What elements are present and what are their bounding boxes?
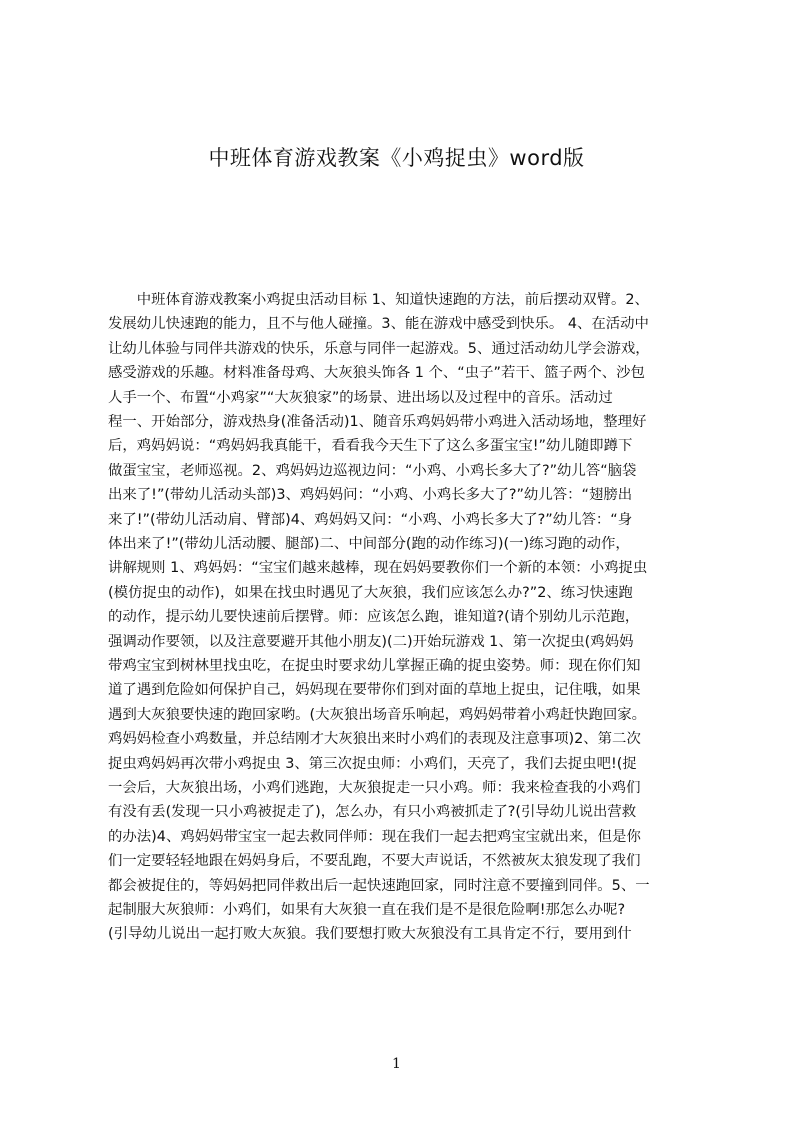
body-line: 都会被捉住的，等妈妈把同伴救出后一起快速跑回家，同时注意不要撞到同伴。5、一 bbox=[108, 877, 650, 894]
body-line: 人手一个、布置“小鸡家”“大灰狼家”的场景、进出场以及过程中的音乐。活动过 bbox=[108, 389, 613, 406]
body-line: 一会后，大灰狼出场，小鸡们逃跑，大灰狼捉走一只小鸡。师：我来检查我的小鸡们 bbox=[108, 780, 641, 796]
body-line: 遇到大灰狼要快速的跑回家哟。(大灰狼出场音乐响起，鸡妈妈带着小鸡赶快跑回家。 bbox=[108, 706, 647, 723]
body-line: 的办法)4、鸡妈妈带宝宝一起去救同伴师：现在我们一起去把鸡宝宝就出来，但是你 bbox=[108, 828, 641, 845]
body-line: 道了遇到危险如何保护自己，妈妈现在要带你们到对面的草地上捉虫，记住哦，如果 bbox=[108, 682, 641, 699]
body-line: 有没有丢(发现一只小鸡被捉走了)，怎么办，有只小鸡被抓走了?(引导幼儿说出营救 bbox=[108, 804, 637, 821]
body-line: 强调动作要领，以及注意要避开其他小朋友)(二)开始玩游戏 1、第一次捉虫(鸡妈妈 bbox=[108, 633, 634, 650]
body-line: 带鸡宝宝到树林里找虫吃，在捉虫时要求幼儿掌握正确的捉虫姿势。师：现在你们知 bbox=[108, 658, 641, 674]
body-line: 感受游戏的乐趣。材料准备母鸡、大灰狼头饰各 1 个、“虫子”若干、篮子两个、沙包 bbox=[108, 365, 645, 382]
body-line: 的动作，提示幼儿要快速前后摆臂。师：应该怎么跑，谁知道?(请个别幼儿示范跑， bbox=[108, 609, 640, 626]
body-line: 程一、开始部分，游戏热身(准备活动)1、随音乐鸡妈妈带小鸡进入活动场地，整理好 bbox=[108, 414, 647, 430]
body-line: 让幼儿体验与同伴共游戏的快乐，乐意与同伴一起游戏。5、通过活动幼儿学会游戏， bbox=[108, 340, 650, 357]
page-number: 1 bbox=[392, 1056, 401, 1072]
body-line: 体出来了!”(带幼儿活动腰、腿部)二、中间部分(跑的动作练习)(一)练习跑的动作， bbox=[108, 536, 630, 552]
body-line: (模仿捉虫的动作)，如果在找虫时遇见了大灰狼，我们应该怎么办?”2、练习快速跑 bbox=[108, 584, 633, 601]
body-line: 来了!”(带幼儿活动肩、臂部)4、鸡妈妈又问：“小鸡、小鸡长多大了?”幼儿答：“身 bbox=[108, 511, 633, 528]
body-line: 起制服大灰狼师：小鸡们，如果有大灰狼一直在我们是不是很危险啊!那怎么办呢? bbox=[108, 902, 626, 918]
body-line: 捉虫鸡妈妈再次带小鸡捉虫 3、第三次捉虫师：小鸡们，天亮了，我们去捉虫吧!(捉 bbox=[108, 755, 637, 772]
body-line: 发展幼儿快速跑的能力，且不与他人碰撞。3、能在游戏中感受到快乐。 4、在活动中 bbox=[108, 316, 649, 333]
body-line: 们一定要轻轻地跟在妈妈身后，不要乱跑，不要大声说话，不然被灰太狼发现了我们 bbox=[108, 853, 641, 870]
body-line: 讲解规则 1、鸡妈妈：“宝宝们越来越棒，现在妈妈要教你们一个新的本领：小鸡捉虫 bbox=[108, 560, 648, 577]
body-line: (引导幼儿说出一起打败大灰狼。我们要想打败大灰狼没有工具肯定不行，要用到什 bbox=[108, 926, 632, 943]
body-line: 中班体育游戏教案小鸡捉虫活动目标 1、知道快速跑的方法，前后摆动双臂。2、 bbox=[108, 292, 649, 308]
document-title: 中班体育游戏教案《小鸡捉虫》word版 bbox=[208, 146, 585, 170]
body-line: 后，鸡妈妈说：“鸡妈妈我真能干，看看我今天生下了这么多蛋宝宝!”幼儿随即蹲下 bbox=[108, 438, 633, 455]
body-line: 鸡妈妈检查小鸡数量，并总结刚才大灰狼出来时小鸡们的表现及注意事项)2、第二次 bbox=[108, 731, 641, 748]
document-body bbox=[108, 0, 698, 960]
body-line: 出来了!”(带幼儿活动头部)3、鸡妈妈问：“小鸡、小鸡长多大了?”幼儿答：“翅膀出 bbox=[108, 487, 633, 504]
body-line: 做蛋宝宝，老师巡视。2、鸡妈妈边巡视边问：“小鸡、小鸡长多大了?”幼儿答“脑袋 bbox=[108, 462, 637, 479]
